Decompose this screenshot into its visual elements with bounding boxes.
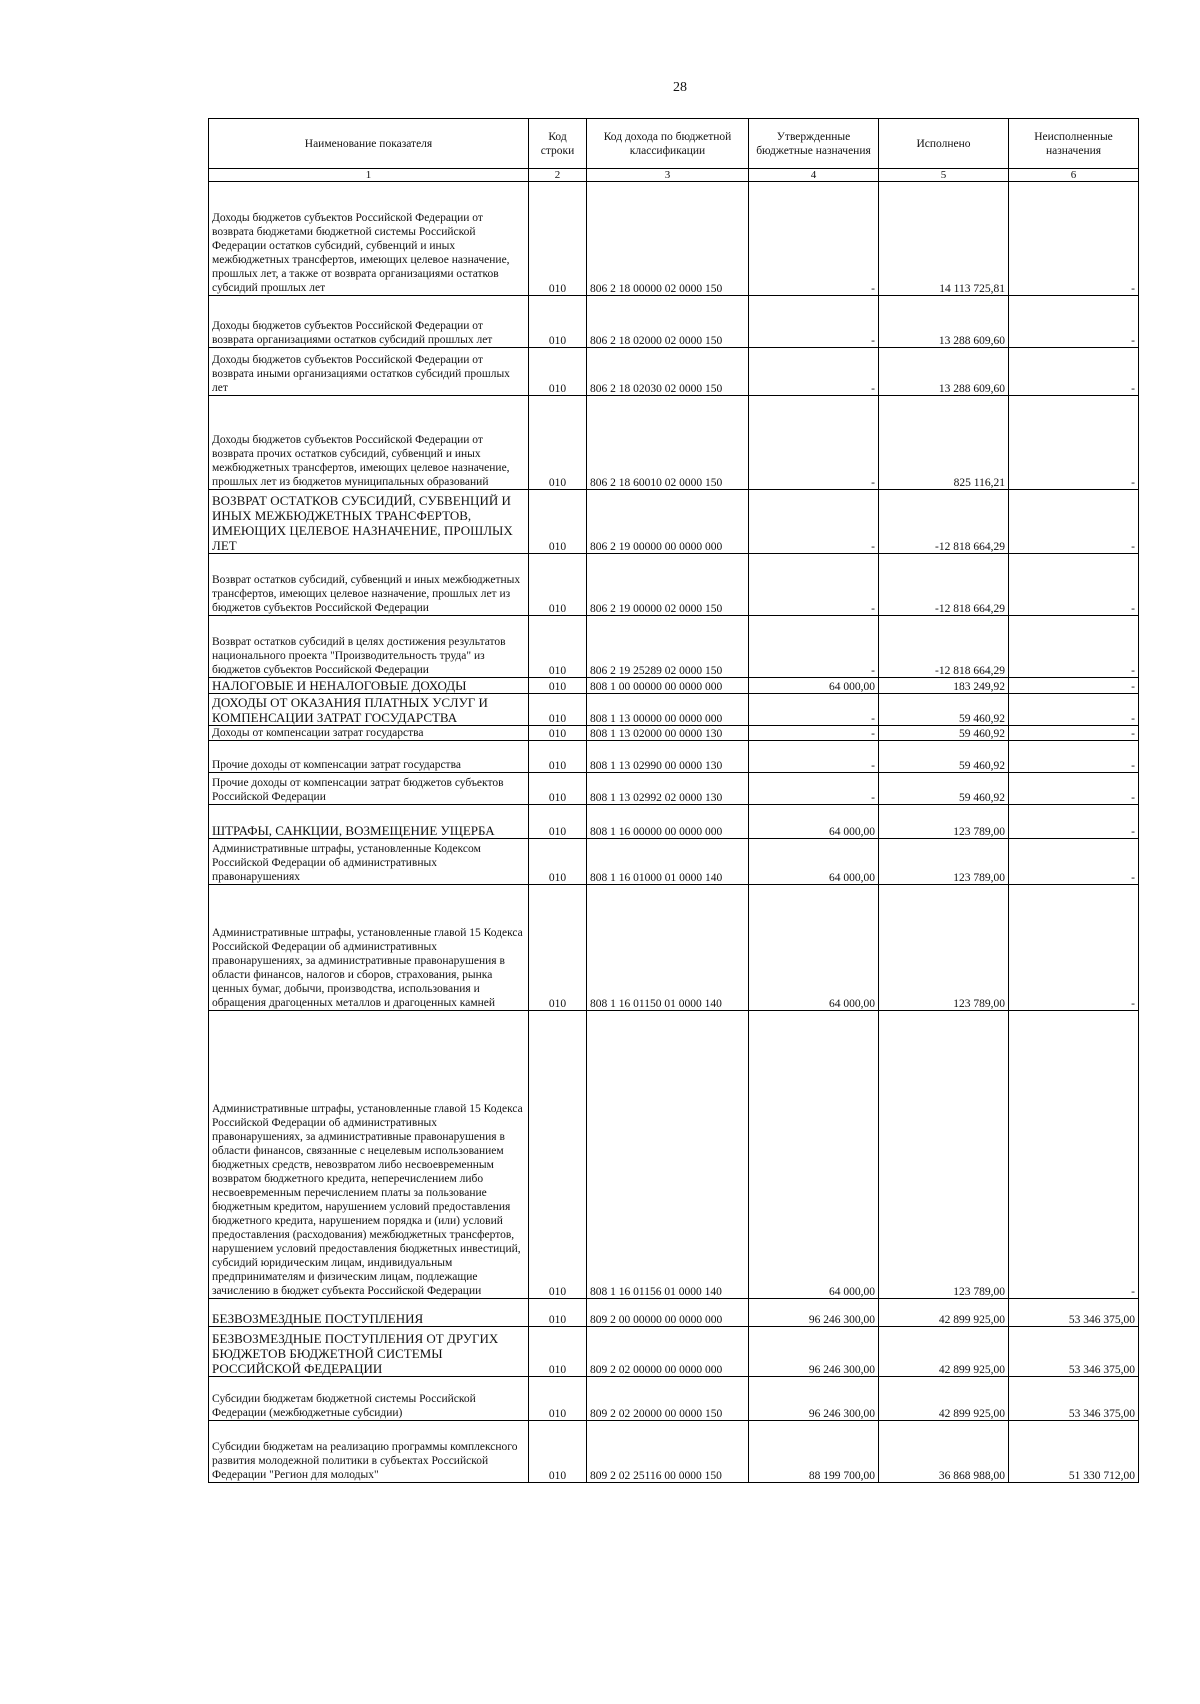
row-approved: - (749, 348, 879, 396)
table-row (209, 805, 1139, 839)
row-line-code: 010 (529, 678, 587, 694)
row-executed: 123 789,00 (879, 1011, 1009, 1299)
row-approved: 64 000,00 (749, 885, 879, 1011)
row-name: Административные штрафы, установленные главой 15 Кодекса Российской Федерации об административных правонарушениях, за административные правонарушения в области финансов, связанные с нецелевым использованием бюджетных средств, невозвратом либо несвоевременным возвратом бюджетного кредита, неперечислением либо несвоевременным перечислением платы за пользование бюджетным кредитом, нарушением условий предоставления бюджетного кредита, нарушением порядка и (или) условий предоставления (расходования) межбюджетных трансфертов, нарушением условий предоставления бюджетных инвестиций, субсидий юридическим лицам, индивидуальным предпринимателям и физическим лицам, подлежащие зачислению в бюджет субъекта Российской Федерации (209, 1011, 529, 1299)
header-row (209, 119, 1139, 169)
row-name: Доходы бюджетов субъектов Российской Федерации от возврата иными организациями остатков субсидий прошлых лет (209, 348, 529, 396)
table-row (209, 726, 1139, 741)
row-name: Субсидии бюджетам на реализацию программы комплексного развития молодежной политики в субъектах Российской Федерации "Регион для молодых" (209, 1421, 529, 1483)
row-approved: - (749, 396, 879, 490)
row-line-code: 010 (529, 1327, 587, 1377)
row-unexecuted: - (1009, 805, 1139, 839)
row-line-code: 010 (529, 839, 587, 885)
row-income-code: 808 1 13 00000 00 0000 000 (587, 694, 749, 726)
row-approved: 64 000,00 (749, 678, 879, 694)
row-unexecuted: - (1009, 678, 1139, 694)
header-unexecuted: Неисполненные назначения (1009, 119, 1139, 169)
row-income-code: 808 1 00 00000 00 0000 000 (587, 678, 749, 694)
row-name: ШТРАФЫ, САНКЦИИ, ВОЗМЕЩЕНИЕ УЩЕРБА (209, 805, 529, 839)
column-number: 1 (209, 169, 529, 182)
row-income-code: 808 1 13 02990 00 0000 130 (587, 741, 749, 773)
row-executed: 59 460,92 (879, 726, 1009, 741)
row-approved: 64 000,00 (749, 839, 879, 885)
row-line-code: 010 (529, 694, 587, 726)
table-row (209, 1377, 1139, 1421)
row-approved: - (749, 773, 879, 805)
row-name: Административные штрафы, установленные Кодексом Российской Федерации об административных правонарушениях (209, 839, 529, 885)
row-approved: 96 246 300,00 (749, 1377, 879, 1421)
row-line-code: 010 (529, 396, 587, 490)
row-executed: 36 868 988,00 (879, 1421, 1009, 1483)
row-unexecuted: - (1009, 1011, 1139, 1299)
row-executed: -12 818 664,29 (879, 554, 1009, 616)
table-row (209, 1421, 1139, 1483)
row-income-code: 809 2 02 20000 00 0000 150 (587, 1377, 749, 1421)
page-number: 28 (673, 80, 687, 95)
row-unexecuted: - (1009, 554, 1139, 616)
row-name: Возврат остатков субсидий в целях достижения результатов национального проекта "Производительность труда" из бюджетов субъектов Российской Федерации (209, 616, 529, 678)
row-unexecuted: 51 330 712,00 (1009, 1421, 1139, 1483)
row-income-code: 806 2 18 02030 02 0000 150 (587, 348, 749, 396)
table-row (209, 348, 1139, 396)
row-line-code: 010 (529, 885, 587, 1011)
row-approved: 96 246 300,00 (749, 1327, 879, 1377)
row-executed: 42 899 925,00 (879, 1299, 1009, 1327)
row-income-code: 806 2 18 00000 02 0000 150 (587, 182, 749, 296)
row-unexecuted: - (1009, 182, 1139, 296)
column-number-row (209, 169, 1139, 182)
table-row (209, 694, 1139, 726)
row-line-code: 010 (529, 773, 587, 805)
row-executed: 123 789,00 (879, 805, 1009, 839)
row-unexecuted: 53 346 375,00 (1009, 1327, 1139, 1377)
row-name: Доходы бюджетов субъектов Российской Федерации от возврата прочих остатков субсидий, субвенций и иных межбюджетных трансфертов, имеющих целевое назначение, прошлых лет из бюджетов муниципальных образований (209, 396, 529, 490)
row-line-code: 010 (529, 182, 587, 296)
row-executed: 14 113 725,81 (879, 182, 1009, 296)
row-approved: 88 199 700,00 (749, 1421, 879, 1483)
row-approved: 64 000,00 (749, 805, 879, 839)
row-approved: 96 246 300,00 (749, 1299, 879, 1327)
row-name: БЕЗВОЗМЕЗДНЫЕ ПОСТУПЛЕНИЯ (209, 1299, 529, 1327)
column-number: 5 (879, 169, 1009, 182)
row-income-code: 809 2 02 00000 00 0000 000 (587, 1327, 749, 1377)
table-row (209, 1011, 1139, 1299)
row-executed: 13 288 609,60 (879, 296, 1009, 348)
row-unexecuted: - (1009, 885, 1139, 1011)
column-number: 6 (1009, 169, 1139, 182)
row-unexecuted: - (1009, 616, 1139, 678)
row-executed: -12 818 664,29 (879, 490, 1009, 554)
row-unexecuted: - (1009, 490, 1139, 554)
row-line-code: 010 (529, 1377, 587, 1421)
row-line-code: 010 (529, 490, 587, 554)
row-line-code: 010 (529, 348, 587, 396)
table-row (209, 554, 1139, 616)
row-executed: 13 288 609,60 (879, 348, 1009, 396)
row-line-code: 010 (529, 741, 587, 773)
table-row (209, 741, 1139, 773)
table-row (209, 885, 1139, 1011)
row-unexecuted: - (1009, 726, 1139, 741)
row-unexecuted: - (1009, 839, 1139, 885)
row-executed: 59 460,92 (879, 773, 1009, 805)
table-row (209, 1327, 1139, 1377)
column-number: 2 (529, 169, 587, 182)
table-row (209, 396, 1139, 490)
row-approved: 64 000,00 (749, 1011, 879, 1299)
row-unexecuted: 53 346 375,00 (1009, 1377, 1139, 1421)
row-income-code: 806 2 19 00000 00 0000 000 (587, 490, 749, 554)
row-unexecuted: - (1009, 296, 1139, 348)
row-income-code: 809 2 00 00000 00 0000 000 (587, 1299, 749, 1327)
row-name: Доходы от компенсации затрат государства (209, 726, 529, 741)
header-income-code: Код дохода по бюджетной классификации (587, 119, 749, 169)
table-row (209, 678, 1139, 694)
row-income-code: 806 2 18 60010 02 0000 150 (587, 396, 749, 490)
table-row (209, 616, 1139, 678)
row-line-code: 010 (529, 726, 587, 741)
row-line-code: 010 (529, 1299, 587, 1327)
row-income-code: 808 1 16 00000 00 0000 000 (587, 805, 749, 839)
row-approved: - (749, 741, 879, 773)
row-approved: - (749, 694, 879, 726)
row-unexecuted: - (1009, 348, 1139, 396)
row-unexecuted: - (1009, 741, 1139, 773)
row-line-code: 010 (529, 296, 587, 348)
row-unexecuted: - (1009, 396, 1139, 490)
header-executed: Исполнено (879, 119, 1009, 169)
row-executed: 42 899 925,00 (879, 1327, 1009, 1377)
row-name: ДОХОДЫ ОТ ОКАЗАНИЯ ПЛАТНЫХ УСЛУГ И КОМПЕНСАЦИИ ЗАТРАТ ГОСУДАРСТВА (209, 694, 529, 726)
row-approved: - (749, 296, 879, 348)
row-executed: -12 818 664,29 (879, 616, 1009, 678)
row-name: Доходы бюджетов субъектов Российской Федерации от возврата бюджетами бюджетной системы Российской Федерации остатков субсидий, субвенций и иных межбюджетных трансфертов, имеющих целевое назначение, прошлых лет, а также от возврата организациями остатков субсидий прошлых лет (209, 182, 529, 296)
row-name: Прочие доходы от компенсации затрат государства (209, 741, 529, 773)
row-income-code: 808 1 16 01156 01 0000 140 (587, 1011, 749, 1299)
row-name: Доходы бюджетов субъектов Российской Федерации от возврата организациями остатков субсидий прошлых лет (209, 296, 529, 348)
row-executed: 59 460,92 (879, 741, 1009, 773)
row-income-code: 806 2 18 02000 02 0000 150 (587, 296, 749, 348)
row-name: Прочие доходы от компенсации затрат бюджетов субъектов Российской Федерации (209, 773, 529, 805)
row-line-code: 010 (529, 1011, 587, 1299)
row-name: ВОЗВРАТ ОСТАТКОВ СУБСИДИЙ, СУБВЕНЦИЙ И ИНЫХ МЕЖБЮДЖЕТНЫХ ТРАНСФЕРТОВ, ИМЕЮЩИХ ЦЕЛЕВОЕ НАЗНАЧЕНИЕ, ПРОШЛЫХ ЛЕТ (209, 490, 529, 554)
header-approved: Утвержденные бюджетные назначения (749, 119, 879, 169)
row-income-code: 808 1 16 01000 01 0000 140 (587, 839, 749, 885)
row-approved: - (749, 554, 879, 616)
row-approved: - (749, 490, 879, 554)
row-executed: 825 116,21 (879, 396, 1009, 490)
table-row (209, 839, 1139, 885)
header-line-code: Код строки (529, 119, 587, 169)
row-approved: - (749, 726, 879, 741)
row-name: НАЛОГОВЫЕ И НЕНАЛОГОВЫЕ ДОХОДЫ (209, 678, 529, 694)
row-name: Возврат остатков субсидий, субвенций и иных межбюджетных трансфертов, имеющих целевое назначение, прошлых лет из бюджетов субъектов Российской Федерации (209, 554, 529, 616)
row-income-code: 806 2 19 25289 02 0000 150 (587, 616, 749, 678)
row-name: Субсидии бюджетам бюджетной системы Российской Федерации (межбюджетные субсидии) (209, 1377, 529, 1421)
row-executed: 59 460,92 (879, 694, 1009, 726)
row-executed: 42 899 925,00 (879, 1377, 1009, 1421)
row-line-code: 010 (529, 1421, 587, 1483)
column-number: 3 (587, 169, 749, 182)
table-row (209, 1299, 1139, 1327)
header-indicator-name: Наименование показателя (209, 119, 529, 169)
table-row (209, 773, 1139, 805)
row-income-code: 809 2 02 25116 00 0000 150 (587, 1421, 749, 1483)
table-row (209, 182, 1139, 296)
row-executed: 183 249,92 (879, 678, 1009, 694)
row-income-code: 808 1 13 02992 02 0000 130 (587, 773, 749, 805)
row-approved: - (749, 616, 879, 678)
row-executed: 123 789,00 (879, 839, 1009, 885)
table-row (209, 296, 1139, 348)
row-executed: 123 789,00 (879, 885, 1009, 1011)
table-row (209, 490, 1139, 554)
column-number: 4 (749, 169, 879, 182)
budget-income-table (208, 118, 1139, 1483)
row-name: БЕЗВОЗМЕЗДНЫЕ ПОСТУПЛЕНИЯ ОТ ДРУГИХ БЮДЖЕТОВ БЮДЖЕТНОЙ СИСТЕМЫ РОССИЙСКОЙ ФЕДЕРАЦИИ (209, 1327, 529, 1377)
row-line-code: 010 (529, 616, 587, 678)
row-income-code: 806 2 19 00000 02 0000 150 (587, 554, 749, 616)
row-unexecuted: - (1009, 694, 1139, 726)
row-income-code: 808 1 16 01150 01 0000 140 (587, 885, 749, 1011)
row-line-code: 010 (529, 805, 587, 839)
row-approved: - (749, 182, 879, 296)
row-income-code: 808 1 13 02000 00 0000 130 (587, 726, 749, 741)
row-unexecuted: 53 346 375,00 (1009, 1299, 1139, 1327)
row-line-code: 010 (529, 554, 587, 616)
row-unexecuted: - (1009, 773, 1139, 805)
row-name: Административные штрафы, установленные главой 15 Кодекса Российской Федерации об административных правонарушениях, за административные правонарушения в области финансов, налогов и сборов, страхования, рынка ценных бумаг, добычи, производства, использования и обращения драгоценных металлов и драгоценных камней (209, 885, 529, 1011)
